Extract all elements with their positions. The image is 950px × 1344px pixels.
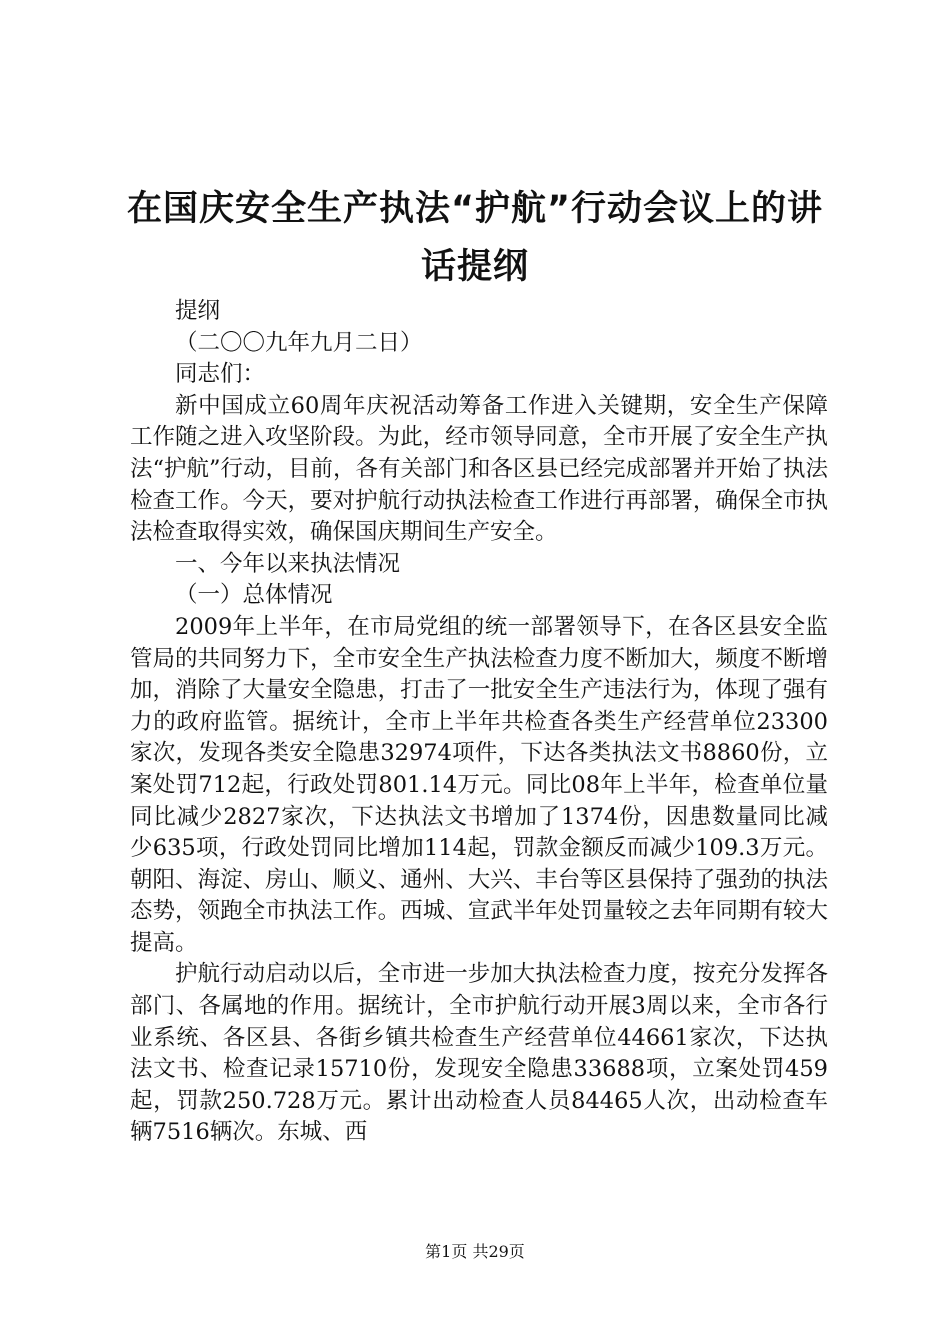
paragraph-statistics-escort: 护航行动启动以后，全市进一步加大执法检查力度，按充分发挥各部门、各属地的作用。据统计，全市护航行动开展3周以来，全市各行业系统、各区县、各街乡镇共检查生产经营单位44661家次，下达执法文书、检查记录15710份，发现安全隐患33688项，立案处罚459起，罚款250.728万元。累计出动检查人员84465人次，出动检查车辆7516辆次。东城、西 xyxy=(130,961,828,1146)
document-title: 在国庆安全生产执法“护航”行动会议上的讲话提纲 xyxy=(126,189,823,287)
subsection-heading-1: （一）总体情况 xyxy=(175,582,333,609)
paragraph-date: （二〇〇九年九月二日） xyxy=(175,329,423,356)
page-footer: 第1页 共29页 xyxy=(425,1242,525,1261)
paragraph-heading-outline: 提纲 xyxy=(175,298,221,324)
paragraph-intro: 新中国成立60周年庆祝活动筹备工作进入关键期，安全生产保障工作随之进入攻坚阶段。为此，经市领导同意，全市开展了安全生产执法“护航”行动，目前，各有关部门和各区县已经完成部署并开始了执法检查工作。今天，要对护航行动执法检查工作进行再部署，确保全市执法检查取得实效，确保国庆期间生产安全。 xyxy=(130,392,829,546)
section-heading-1: 一、今年以来执法情况 xyxy=(175,550,401,577)
paragraph-salutation: 同志们： xyxy=(175,361,266,388)
paragraph-statistics-h1: 2009年上半年，在市局党组的统一部署领导下，在各区县安全监管局的共同努力下，全市安全生产执法检查力度不断加大，频度不断增加，消除了大量安全隐患，打击了一批安全生产违法行为，体现了强有力的政府监管。据统计，全市上半年共检查各类生产经营单位23300家次，发现各类安全隐患32974项件，下达各类执法文书8860份，立案处罚712起，行政处罚801.14万元。同比08年上半年，检查单位量同比减少2827家次，下达执法文书增加了1374份，因患数量同比减少635项，行政处罚同比增加114起，罚款金额反而减少109.3万元。朝阳、海淀、房山、顺义、通州、大兴、丰台等区县保持了强劲的执法态势，领跑全市执法工作。西城、宣武半年处罚量较之去年同期有较大提高。 xyxy=(130,613,828,956)
document-body xyxy=(130,296,828,1149)
